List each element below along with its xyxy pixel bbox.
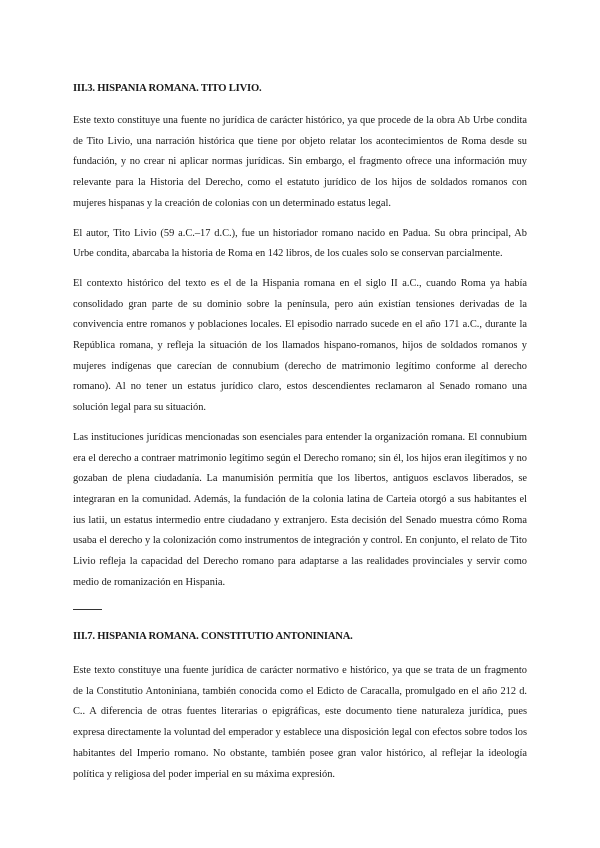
paragraph: El autor, Tito Livio (59 a.C.–17 d.C.), fue un historiador romano nacido en Padua. Su obra principal, Ab Urbe condita, abarcaba la historia de Roma en 142 libros, de los cuales solo se conservan parcialmente.	[73, 227, 527, 260]
paragraph: Este texto constituye una fuente jurídica de carácter normativo e histórico, ya que se trata de un fragmento de la Constitutio Antoniniana, también conocida como el Edicto de Caracalla, promulgado en el año 212 d. C.. A diferencia de otras fuentes literarias o epigráficas, este documento tiene naturaleza jurídica, pues expresa directamente la voluntad del emperador y establece una disposición legal con efectos sobre todos los habitantes del Imperio romano. No obstante, también posee gran valor histórico, al reflejar la ideología política y religiosa del poder imperial en su máxima expresión.	[73, 665, 527, 780]
section-title-constitutio-antoniniana: III.7. HISPANIA ROMANA. CONSTITUTIO ANTONINIANA.	[73, 631, 353, 642]
section-body-constitutio-antoniniana	[73, 661, 527, 785]
section-body-tito-livio	[73, 111, 527, 602]
paragraph: Las instituciones jurídicas mencionadas son esenciales para entender la organización romana. El connubium era el derecho a contraer matrimonio legítimo según el Derecho romano; sin él, los hijos eran ilegítimos y no gozaban de plena ciudadanía. La manumisión permitía que los libertos, antiguos esclavos liberados, se integraran en la comunidad. Además, la fundación de la colonia latina de Carteia otorgó a sus habitantes el ius latii, un estatus intermedio entre ciudadano y extranjero. Esta decisión del Senado muestra cómo Roma usaba el derecho y la colonización como instrumentos de integración y control. En conjunto, el relato de Tito Livio refleja la capacidad del Derecho romano para adaptarse a las realidades provinciales y servir como medio de romanización en Hispania.	[73, 431, 527, 588]
paragraph: El contexto histórico del texto es el de la Hispania romana en el siglo II a.C., cuando Roma ya había consolidado gran parte de su dominio sobre la península, pero aún existían tensiones derivadas de la convivencia entre romanos y poblaciones locales. El episodio narrado sucede en el año 171 a.C., durante la República romana, y refleja la situación de los llamados hispano-romanos, hijos de soldados romanos y mujeres indígenas que carecían de connubium (derecho de matrimonio legítimo conforme al derecho romano). Al no tener un estatus jurídico claro, estos descendientes reclamaron al Senado romano una solución legal para su situación.	[73, 277, 527, 414]
section-divider	[73, 609, 102, 610]
paragraph: Este texto constituye una fuente no jurídica de carácter histórico, ya que procede de la obra Ab Urbe condita de Tito Livio, una narración histórica que tiene por objeto relatar los acontecimientos de Roma desde su fundación, y no crear ni aplicar normas jurídicas. Sin embargo, el fragmento ofrece una información muy relevante para la Historia del Derecho, como el estatuto jurídico de los hijos de soldados romanos con mujeres hispanas y la creación de colonias con un determinado estatus legal.	[73, 115, 527, 209]
section-title-tito-livio: III.3. HISPANIA ROMANA. TITO LIVIO.	[73, 83, 262, 94]
